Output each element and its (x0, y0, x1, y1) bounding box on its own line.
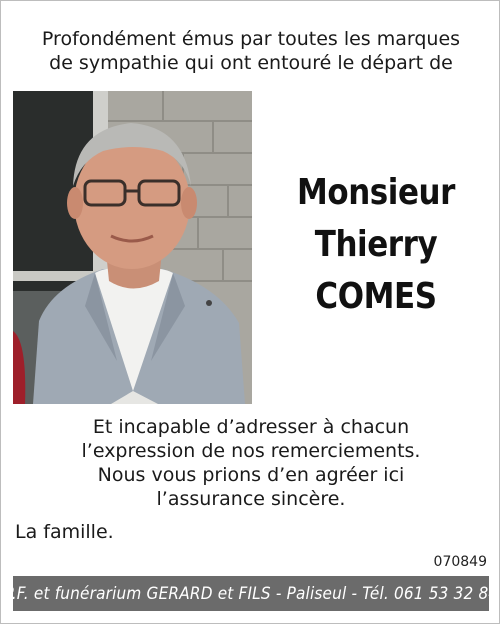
funeral-home-text: P.F. et funérarium GERARD et FILS - Paliseul - Tél. 061 53 32 84 (4, 583, 498, 604)
thanks-text (1, 415, 500, 511)
portrait-photo (13, 91, 252, 404)
intro-line-1: Profondément émus par toutes les marques (41, 28, 461, 50)
deceased-last-name: COMES (315, 276, 437, 317)
funeral-home-banner (4, 576, 498, 611)
portrait-illustration (13, 91, 252, 404)
thanks-line-3: Nous vous prions d’en agréer ici (97, 464, 405, 486)
deceased-name (259, 167, 493, 323)
thanks-line-1: Et incapable d’adresser à chacun (92, 416, 410, 438)
deceased-title: Monsieur (296, 172, 456, 213)
family-signoff: La famille. (15, 521, 114, 543)
reference-number: 070849 (433, 554, 487, 570)
thanks-line-4: l’assurance sincère. (156, 488, 346, 510)
deceased-first-name: Thierry (314, 224, 438, 265)
thanks-line-2: l’expression de nos remerciements. (81, 440, 421, 462)
intro-text (1, 27, 500, 75)
intro-line-2: de sympathie qui ont entouré le départ de (49, 52, 453, 74)
